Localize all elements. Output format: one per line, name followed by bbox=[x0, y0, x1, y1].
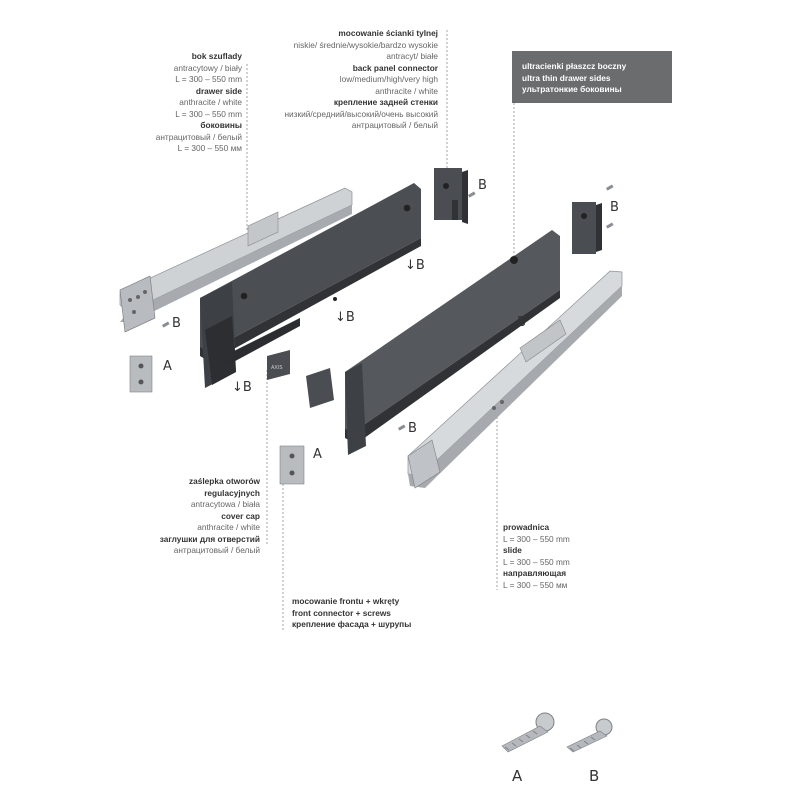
callout-en: ultra thin drawer sides bbox=[522, 72, 611, 83]
slide-pl-length: L = 300 – 550 mm bbox=[503, 533, 570, 544]
marker-b-down-3: ↓B bbox=[232, 380, 252, 395]
svg-text:AXIS: AXIS bbox=[271, 365, 283, 371]
cover-cap bbox=[267, 350, 290, 380]
drawer-side-ru-color: антрацитовый / белый bbox=[155, 131, 242, 142]
marker-a-right: A bbox=[313, 447, 322, 462]
slide-ru-length: L = 300 – 550 мм bbox=[503, 579, 568, 590]
cover-cap-pl-title-1: zaślepka otworów bbox=[188, 476, 260, 486]
cover-cap-en-color: anthracite / white bbox=[197, 522, 260, 532]
marker-b-left-rail: B bbox=[172, 316, 181, 331]
cover-cap-en-title: cover cap bbox=[221, 510, 260, 521]
drawer-side-en-color: anthracite / white bbox=[179, 97, 242, 107]
back-connector-pl-heights: niskie/ średnie/wysokie/bardzo wysokie bbox=[293, 39, 438, 50]
front-cap bbox=[306, 368, 334, 408]
marker-b-right-rail: B bbox=[408, 421, 417, 436]
marker-b-back-left: B bbox=[478, 178, 487, 193]
screw-a-icon bbox=[502, 713, 554, 752]
back-connector-ru-title: крепление задней стенки bbox=[333, 97, 438, 107]
front-connector-ru: крепление фасада + шурупы bbox=[292, 619, 412, 629]
drawer-side-ru-title: боковины bbox=[200, 120, 242, 130]
marker-b-down-1: ↓B bbox=[405, 258, 425, 273]
front-connector-en: front connector + screws bbox=[292, 607, 391, 618]
cover-cap-ru-title: заглушки для отверстий bbox=[159, 533, 260, 544]
ultra-thin-callout bbox=[512, 51, 672, 103]
label-slide bbox=[503, 522, 623, 591]
marker-b-right-panel: B bbox=[517, 315, 526, 330]
callout-pl: ultracienki płaszcz boczny bbox=[522, 61, 627, 71]
label-drawer-side bbox=[100, 51, 242, 155]
label-front-connector bbox=[292, 596, 472, 631]
drawer-side-en-length: L = 300 – 550 mm bbox=[175, 108, 242, 119]
label-cover-cap bbox=[100, 476, 260, 557]
back-connector-pl-title: mocowanie ścianki tylnej bbox=[338, 28, 438, 38]
front-connector-left bbox=[130, 356, 152, 392]
back-connector-en-color: anthracite / white bbox=[375, 85, 438, 96]
legend-b-label: B bbox=[589, 767, 600, 785]
back-connector-pl-color: antracyt/ białe bbox=[386, 51, 438, 61]
label-back-connector bbox=[250, 28, 438, 132]
slide-pl-title: prowadnica bbox=[503, 522, 550, 532]
drawer-side-ru-length: L = 300 – 550 мм bbox=[177, 143, 242, 153]
cover-cap-ru-color: антрацитовый / белый bbox=[173, 545, 260, 555]
slide-en-length: L = 300 – 550 mm bbox=[503, 556, 570, 567]
back-connector-ru-heights: низкий/средний/высокий/очень высокий bbox=[284, 108, 438, 119]
cover-cap-pl-color: antracytowa / biała bbox=[190, 499, 260, 509]
callout-ru: ультратонкие боковины bbox=[522, 84, 622, 94]
slide-en-title: slide bbox=[503, 545, 522, 555]
cover-cap-pl-title-2: regulacyjnych bbox=[204, 487, 260, 498]
back-connector-left bbox=[434, 168, 468, 224]
marker-b-back-right: B bbox=[610, 200, 619, 215]
drawer-side-en-title: drawer side bbox=[195, 85, 242, 96]
front-connector-pl: mocowanie frontu + wkręty bbox=[292, 596, 400, 606]
marker-b-down-2: ↓B bbox=[335, 310, 355, 325]
slide-ru-title: направляющая bbox=[503, 568, 567, 578]
legend-a-label: A bbox=[512, 767, 523, 785]
back-connector-right bbox=[572, 202, 602, 254]
back-connector-ru-color: антрацитовый / белый bbox=[351, 120, 438, 130]
drawer-side-pl-length: L = 300 – 550 mm bbox=[175, 74, 242, 84]
drawer-side-pl-title: bok szuflady bbox=[191, 51, 242, 61]
screw-b-icon bbox=[567, 719, 612, 752]
back-connector-en-heights: low/medium/high/very high bbox=[339, 74, 438, 84]
drawer-side-pl-color: antracytowy / biały bbox=[173, 62, 242, 73]
marker-a-left: A bbox=[163, 359, 172, 374]
back-connector-en-title: back panel connector bbox=[352, 62, 438, 73]
front-connector-right bbox=[280, 446, 304, 484]
